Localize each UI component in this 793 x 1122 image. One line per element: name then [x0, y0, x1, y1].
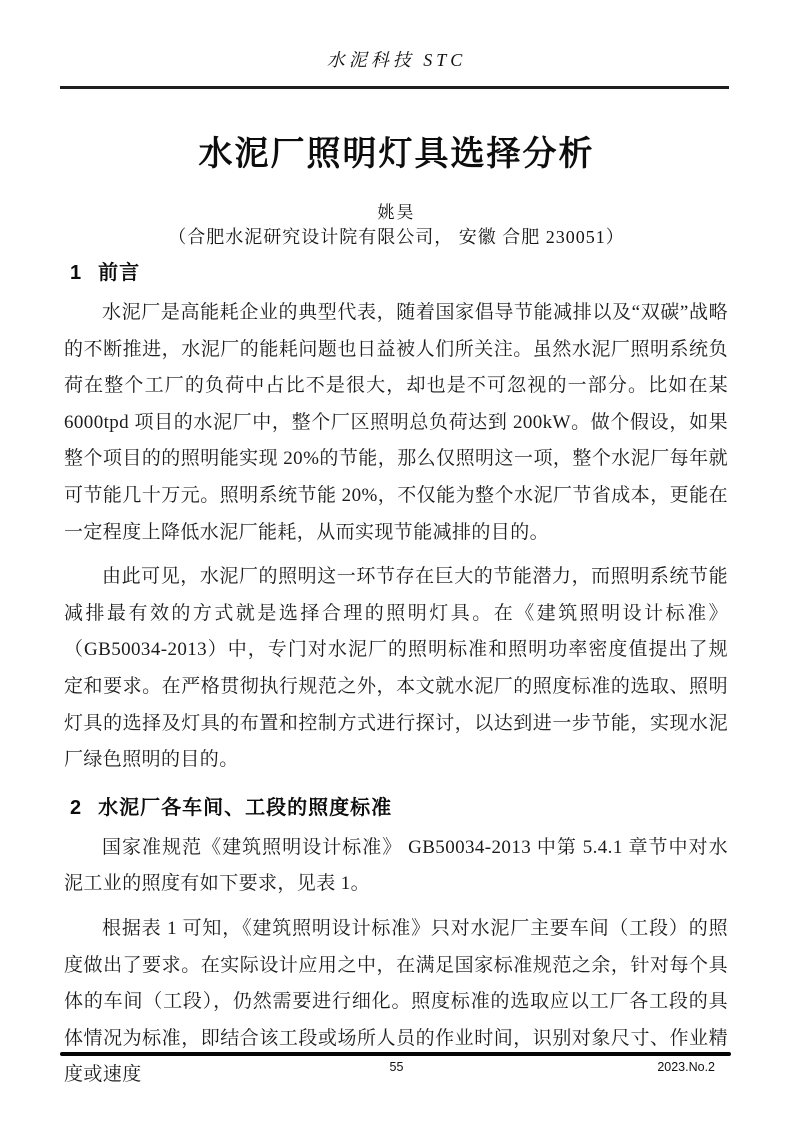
section-1-heading-text: 前言 — [98, 262, 141, 284]
page-number: 55 — [389, 1060, 404, 1074]
section-illuminance-standards — [64, 791, 728, 1094]
article-body — [64, 256, 728, 1102]
journal-header: 水泥科技 STC — [326, 50, 467, 70]
article-title: 水泥厂照明灯具选择分析 — [198, 135, 595, 173]
section-2-heading — [70, 791, 728, 820]
paragraph: 由此可见，水泥厂的照明这一环节存在巨大的节能潜力，而照明系统节能减排最有效的方式就是选择合理的照明灯具。在《建筑照明设计标准》（GB50034-2013）中，专门对水泥厂的照明标准和照明功率密度值提出了规定和要求。在严格贯彻执行规范之外，本文就水泥厂的照度标准的选取、照明灯具的选择及灯具的布置和控制方式进行探讨，以达到进一步节能，实现水泥厂绿色照明的目的。 — [64, 566, 728, 771]
paragraph: 根据表 1 可知，《建筑照明设计标准》只对水泥厂主要车间（工段）的照度做出了要求。在实际设计应用之中，在满足国家标准规范之余，针对每个具体的车间（工段），仍然需要进行细化。照度标准的选取应以工厂各工段的具体情况为标准，即结合该工段或场所人员的作业时间，识别对象尺寸、作业精度或速度 — [64, 917, 728, 1086]
footer-rule — [60, 1052, 731, 1056]
author-affiliation: （合肥水泥研究设计院有限公司， 安徽 合肥 230051） — [168, 227, 625, 247]
section-2-heading-text: 水泥厂各车间、工段的照度标准 — [98, 796, 393, 819]
issue-label: 2023.No.2 — [657, 1060, 715, 1074]
section-2-heading-number: 2 — [70, 796, 83, 819]
section-foreword — [64, 256, 728, 779]
paragraph: 水泥厂是高能耗企业的典型代表，随着国家倡导节能减排以及“双碳”战略的不断推进，水泥厂的能耗问题也日益被人们所关注。虽然水泥厂照明系统负荷在整个工厂的负荷中占比不是很大，却也是不可忽视的一部分。比如在某 6000tpd 项目的水泥厂中，整个厂区照明总负荷达到 200kW。做个假设，如果整个项目的的照明能实现 20%的节能，那么仅照明这一项，整个水泥厂每年就可节能几十万元。照明系统节能 20%，不仅能为整个水泥厂节省成本，更能在一定程度上降低水泥厂能耗，从而实现节能减排的目的。 — [64, 302, 728, 543]
section-1-heading — [70, 256, 728, 285]
section-1-heading-number: 1 — [70, 262, 83, 284]
paragraph: 国家准规范《建筑照明设计标准》 GB50034-2013 中第 5.4.1 章节中对水泥工业的照度有如下要求，见表 1。 — [64, 836, 728, 895]
author-name: 姚昊 — [377, 203, 416, 222]
header-rule — [60, 86, 729, 89]
